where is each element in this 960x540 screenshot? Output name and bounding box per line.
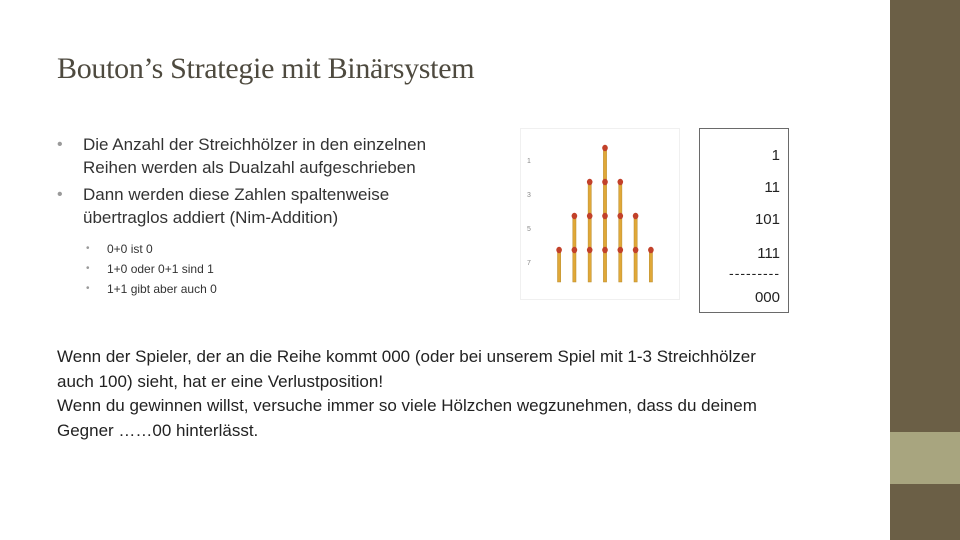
matchstick	[587, 247, 593, 282]
matchstick	[648, 247, 654, 282]
matchstick	[572, 213, 578, 248]
bullet-list	[57, 133, 477, 299]
bullet-dot-icon: •	[57, 186, 63, 203]
bullet-dot-icon: •	[57, 136, 63, 153]
matchstick	[587, 179, 593, 214]
matchstick	[602, 179, 608, 214]
sub-bullet-item	[57, 259, 477, 279]
sub-bullet-item	[57, 279, 477, 299]
matchstick	[633, 213, 639, 248]
bullet-item	[57, 133, 477, 179]
bullet-dot-icon: •	[86, 243, 90, 254]
row-label: 3	[527, 192, 531, 199]
matchstick-pyramid-svg	[521, 129, 679, 299]
bullet-item	[57, 183, 477, 229]
bullet-dot-icon: •	[86, 283, 90, 294]
paragraph-line: Wenn der Spieler, der an die Reihe kommt 000 (oder bei unserem Spiel mit 1-3 Streichhölzer	[57, 347, 756, 366]
matchstick	[602, 145, 608, 180]
binary-sum-box	[699, 128, 789, 313]
paragraph-line: Wenn du gewinnen willst, versuche immer so viele Hölzchen wegzunehmen, dass du deinem	[57, 396, 757, 415]
matchstick-pyramid-image	[520, 128, 680, 300]
matchstick	[572, 247, 578, 282]
matchstick	[587, 213, 593, 248]
sub-bullet-text: 1+0 oder 0+1 sind 1	[107, 262, 214, 276]
row-label: 5	[527, 226, 531, 233]
sub-bullet-text: 1+1 gibt aber auch 0	[107, 282, 217, 296]
matchstick	[602, 247, 608, 282]
matchstick	[618, 179, 624, 214]
binary-value: 11	[764, 179, 780, 196]
decorative-sidebar	[890, 0, 960, 540]
binary-separator: ---------	[729, 265, 780, 281]
matchstick	[556, 247, 562, 282]
binary-value: 111	[757, 245, 780, 262]
sub-bullet-item	[57, 239, 477, 259]
bullet-text: Die Anzahl der Streichhölzer in den einzelnen Reihen werden als Dualzahl aufgeschrieben	[83, 135, 427, 177]
sub-bullet-text: 0+0 ist 0	[107, 242, 153, 256]
matchstick	[633, 247, 639, 282]
binary-value: 101	[754, 211, 780, 228]
binary-result: 000	[754, 289, 780, 306]
matchstick	[602, 213, 608, 248]
paragraph-line: Gegner ……00 hinterlässt.	[57, 420, 259, 440]
row-label: 7	[527, 260, 531, 267]
matchstick	[618, 213, 624, 248]
sidebar-accent	[890, 432, 960, 484]
bullet-text: Dann werden diese Zahlen spaltenweise übertraglos addiert (Nim-Addition)	[83, 185, 390, 227]
row-label: 1	[527, 158, 531, 165]
explanation-paragraph	[57, 345, 837, 443]
binary-value: 1	[771, 147, 780, 164]
matchstick	[618, 247, 624, 282]
paragraph-line: auch 100) sieht, hat er eine Verlustposition!	[57, 371, 384, 391]
bullet-dot-icon: •	[86, 263, 90, 274]
slide-title: Bouton’s Strategie mit Binärsystem	[57, 52, 475, 85]
